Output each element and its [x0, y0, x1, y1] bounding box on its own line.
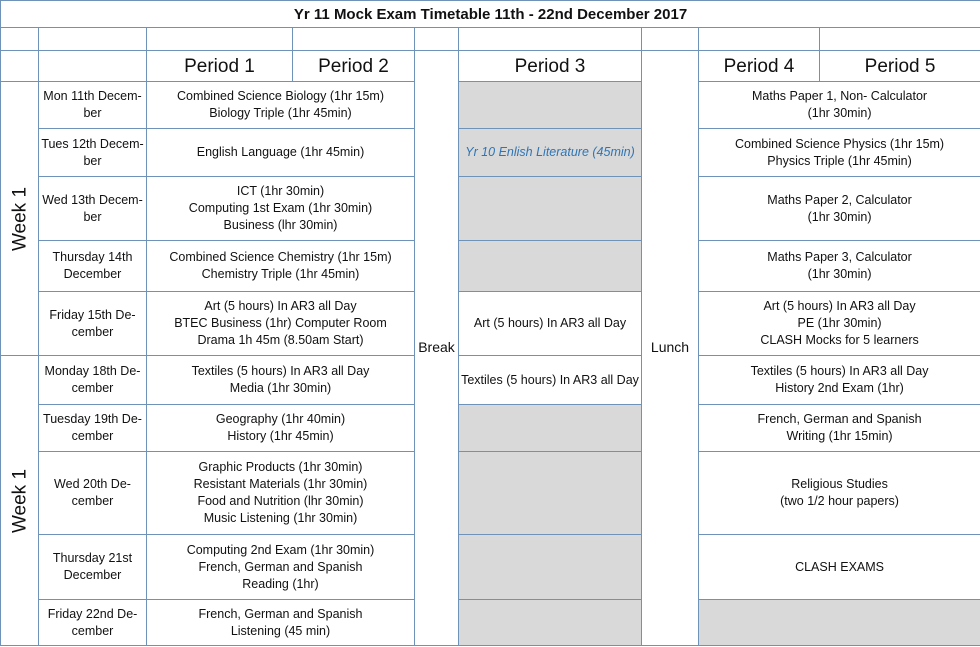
day-cell: Thursday 21st December — [39, 535, 147, 600]
header-period-1: Period 1 — [147, 51, 293, 82]
period-4-5-cell: French, German and Spanish Writing (1hr 15min) — [699, 405, 980, 452]
period-4-5-cell: CLASH EXAMS — [699, 535, 980, 600]
table-row — [1, 535, 980, 600]
day-cell: Thursday 14th December — [39, 241, 147, 292]
period-1-2-cell: Combined Science Biology (1hr 15m) Biology Triple (1hr 45min) — [147, 82, 415, 129]
day-cell: Monday 18th De- cember — [39, 356, 147, 405]
table-row — [1, 82, 980, 129]
period-4-5-cell: Maths Paper 3, Calculator (1hr 30min) — [699, 241, 980, 292]
day-cell: Wed 13th Decem- ber — [39, 177, 147, 241]
spacer-row — [1, 28, 980, 51]
day-cell: Wed 20th De- cember — [39, 452, 147, 535]
header-row — [1, 51, 980, 82]
header-period-3: Period 3 — [459, 51, 642, 82]
table-row — [1, 241, 980, 292]
table-row — [1, 129, 980, 177]
period-1-2-cell: Art (5 hours) In AR3 all Day BTEC Business (1hr) Computer Room Drama 1h 45m (8.50am Start) — [147, 292, 415, 356]
period-4-5-cell: Art (5 hours) In AR3 all Day PE (1hr 30min) CLASH Mocks for 5 learners — [699, 292, 980, 356]
period-3-cell — [459, 405, 642, 452]
period-1-2-cell: ICT (1hr 30min) Computing 1st Exam (1hr 30min) Business (lhr 30min) — [147, 177, 415, 241]
period-1-2-cell: French, German and Spanish Listening (45 min) — [147, 600, 415, 646]
period-3-cell: Textiles (5 hours) In AR3 all Day — [459, 356, 642, 405]
table-row — [1, 452, 980, 535]
period-3-cell — [459, 600, 642, 646]
lunch-label: Lunch — [650, 339, 690, 355]
page-title: Yr 11 Mock Exam Timetable 11th - 22nd December 2017 — [1, 1, 980, 28]
day-cell: Tuesday 19th De- cember — [39, 405, 147, 452]
day-cell: Mon 11th Decem- ber — [39, 82, 147, 129]
day-cell: Tues 12th Decem- ber — [39, 129, 147, 177]
period-3-cell — [459, 241, 642, 292]
period-4-5-cell: Maths Paper 2, Calculator (1hr 30min) — [699, 177, 980, 241]
header-period-5: Period 5 — [820, 51, 980, 82]
week-label: Week 1 — [1, 82, 39, 356]
break-column — [415, 51, 459, 646]
day-cell: Friday 15th De- cember — [39, 292, 147, 356]
table-row — [1, 356, 980, 405]
period-1-2-cell: Computing 2nd Exam (1hr 30min) French, German and Spanish Reading (1hr) — [147, 535, 415, 600]
table-row — [1, 177, 980, 241]
break-label: Break — [418, 339, 455, 355]
period-1-2-cell: Geography (1hr 40min) History (1hr 45min) — [147, 405, 415, 452]
week-label: Week 1 — [1, 356, 39, 646]
header-period-4: Period 4 — [699, 51, 820, 82]
period-1-2-cell: Graphic Products (1hr 30min) Resistant Materials (1hr 30min) Food and Nutrition (lhr 30min) Music Listening (1hr 30min) — [147, 452, 415, 535]
period-4-5-cell — [699, 600, 980, 646]
lunch-column — [642, 51, 699, 646]
day-cell: Friday 22nd De- cember — [39, 600, 147, 646]
period-3-cell — [459, 535, 642, 600]
table-row — [1, 405, 980, 452]
period-3-cell — [459, 82, 642, 129]
period-4-5-cell: Religious Studies (two 1/2 hour papers) — [699, 452, 980, 535]
table-row — [1, 292, 980, 356]
period-4-5-cell: Combined Science Physics (1hr 15m) Physics Triple (1hr 45min) — [699, 129, 980, 177]
period-3-cell — [459, 177, 642, 241]
period-3-cell — [459, 452, 642, 535]
period-4-5-cell: Textiles (5 hours) In AR3 all Day History 2nd Exam (1hr) — [699, 356, 980, 405]
period-1-2-cell: Combined Science Chemistry (1hr 15m) Chemistry Triple (1hr 45min) — [147, 241, 415, 292]
period-1-2-cell: Textiles (5 hours) In AR3 all Day Media (1hr 30min) — [147, 356, 415, 405]
period-4-5-cell: Maths Paper 1, Non- Calculator (1hr 30min) — [699, 82, 980, 129]
period-3-cell: Yr 10 Enlish Literature (45min) — [459, 129, 642, 177]
period-1-2-cell: English Language (1hr 45min) — [147, 129, 415, 177]
table-row — [1, 600, 980, 646]
period-3-cell: Art (5 hours) In AR3 all Day — [459, 292, 642, 356]
header-period-2: Period 2 — [293, 51, 415, 82]
